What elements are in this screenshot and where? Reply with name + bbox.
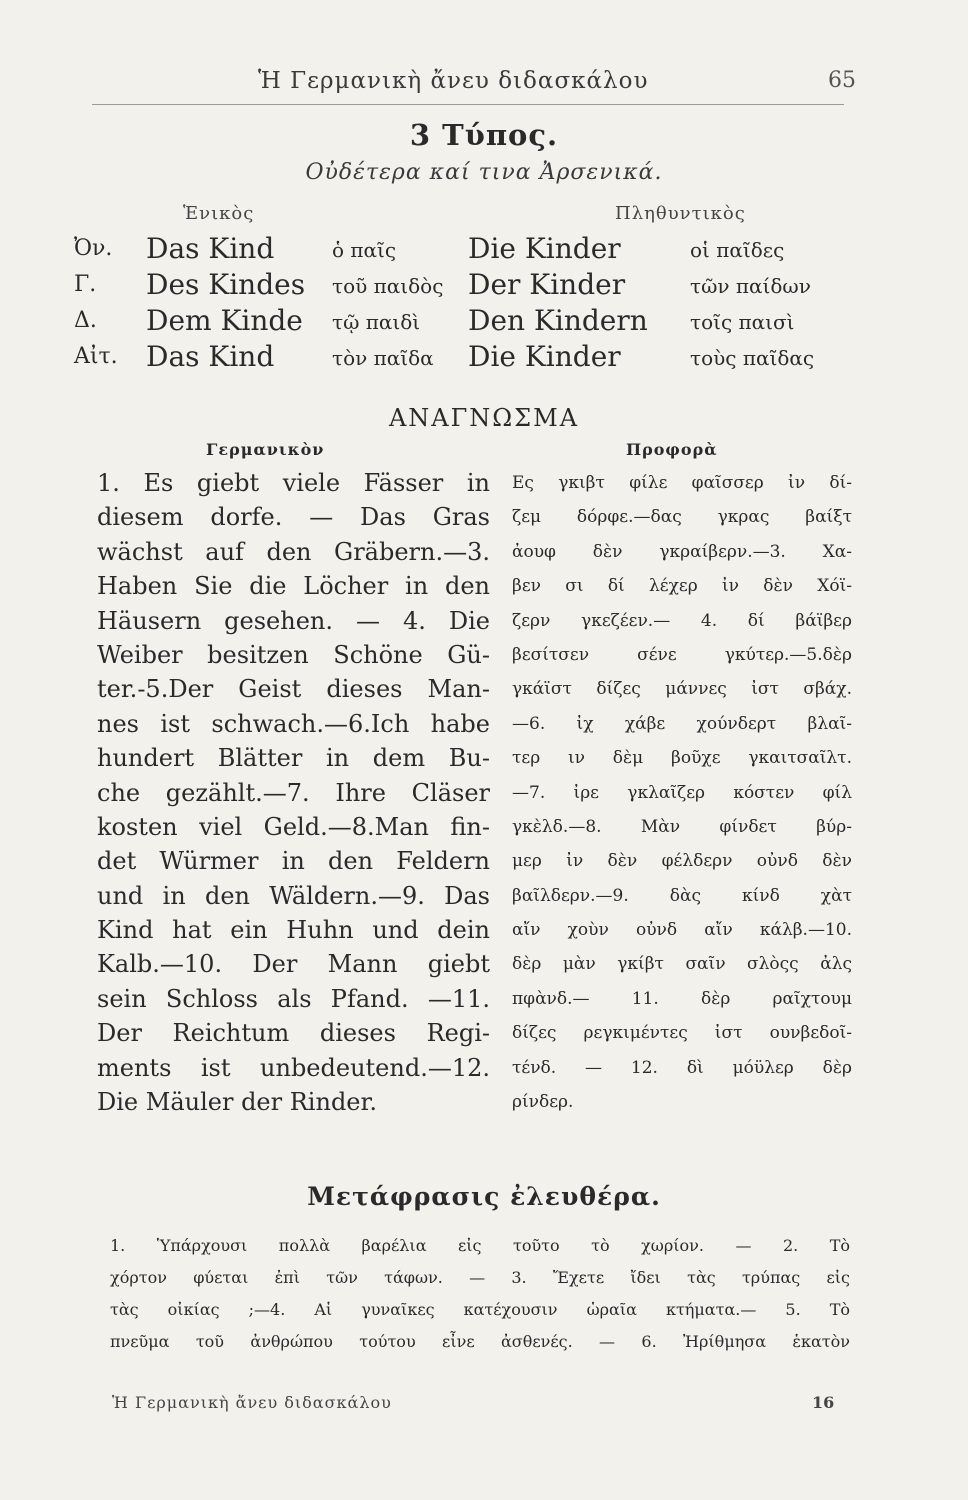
plural-greek: τῶν παίδων: [690, 274, 811, 298]
german-line: ments ist unbedeutend.—12.: [97, 1053, 490, 1082]
section-subtitle: Οὐδέτερα καί τινα Ἀρσενικά.: [305, 160, 663, 185]
german-line: wächst auf den Gräbern.—3.: [97, 537, 490, 566]
pronunciation-line: αἴν χοὺν οὐνδ αἴν κάλβ.—10.: [512, 920, 852, 941]
pronunciation-column-header: Προφορὰ: [626, 440, 718, 459]
singular-german: Des Kindes: [146, 268, 306, 301]
pronunciation-line: γκάϊστ δίζες μάννες ἰστ σβάχ.: [512, 679, 852, 700]
german-line: nes ist schwach.—6.Ich habe: [97, 709, 490, 738]
german-line: che gezählt.—7. Ihre Cläser: [97, 778, 490, 807]
singular-greek: τοῦ παιδὸς: [332, 274, 444, 298]
singular-german: Das Kind: [146, 340, 275, 373]
signature-mark: 16: [812, 1393, 835, 1412]
case-label: Δ.: [74, 308, 97, 333]
german-line: Häusern gesehen. — 4. Die: [97, 606, 490, 635]
pronunciation-line: μερ ἰν δὲν φέλδερν οὐνδ δὲν: [512, 851, 852, 872]
reading-title: ΑΝΑΓΝΩΣΜΑ: [388, 404, 580, 432]
pronunciation-line: Ες γκιβτ φίλε φαῖσσερ ἰν δί-: [512, 473, 852, 493]
case-label: Αἰτ.: [74, 344, 118, 369]
german-line: Der Reichtum dieses Regi-: [97, 1019, 490, 1048]
running-head: [0, 68, 968, 102]
declension-row-genitive: [70, 268, 870, 304]
german-text-column: [97, 466, 490, 1119]
translation-line: 1. Ὑπάρχουσι πολλὰ βαρέλια εἰς τοῦτο τὸ χωρίον. — 2. Τὸ: [110, 1236, 850, 1255]
pronunciation-line: ζεμ δόρφε.—δας γκρας βαίξτ: [512, 507, 852, 528]
declension-row-nominative: [70, 232, 870, 268]
section-title: 3 Τύπος.: [409, 118, 559, 152]
free-translation-title: Μετάφρασις ἐλευθέρα.: [307, 1182, 661, 1211]
german-line: hundert Blätter in dem Bu-: [97, 744, 490, 773]
plural-german: Die Kinder: [468, 232, 621, 265]
page-footer: [0, 1393, 968, 1423]
german-line: Weiber besitzen Schöne Gü-: [97, 640, 490, 669]
singular-greek: τῷ παιδὶ: [332, 310, 421, 334]
german-line: Haben Sie die Löcher in den: [97, 572, 490, 601]
plural-german: Die Kinder: [468, 340, 621, 373]
german-line: kosten viel Geld.—8.Man fin-: [97, 812, 490, 841]
translation-line: πνεῦμα τοῦ ἀνθρώπου τούτου εἶνε ἀσθενές. — 6. Ἠρίθμησα ἑκατὸν: [110, 1332, 850, 1351]
singular-greek: τὸν παῖδα: [332, 346, 434, 370]
pronunciation-text-column: [512, 466, 852, 1119]
pronunciation-line: —7. ἰρε γκλαῖζερ κόστεν φίλ: [512, 782, 852, 803]
free-translation-paragraph: [110, 1230, 850, 1358]
german-line: ter.-5.Der Geist dieses Man-: [97, 675, 490, 704]
plural-label: Πληθυντικὸς: [615, 203, 746, 224]
german-line: Kind hat ein Huhn und dein: [97, 916, 490, 945]
page-number: 65: [828, 68, 856, 93]
german-line: 1. Es giebt viele Fässer in: [97, 469, 490, 497]
plural-greek: οἱ παῖδες: [690, 238, 785, 262]
pronunciation-line: ζερν γκεζέεν.— 4. δί βάϊβερ: [512, 610, 852, 631]
pronunciation-line: τένδ. — 12. δὶ μόϋλερ δὲρ: [512, 1057, 852, 1078]
pronunciation-line: δίζες ρεγκιμέντες ἰστ ουνβεδοῖ-: [512, 1023, 852, 1044]
pronunciation-line: βεν σι δί λέχερ ἰν δὲν Χόϊ-: [512, 576, 852, 597]
pronunciation-line: γκὲλδ.—8. Μὰν φίνδετ βύρ-: [512, 816, 852, 837]
declension-row-dative: [70, 304, 870, 340]
plural-german: Der Kinder: [468, 268, 626, 301]
case-label: Ὀν.: [74, 236, 113, 261]
footer-title: Ἡ Γερμανικὴ ἄνευ διδασκάλου: [112, 1393, 392, 1412]
german-column-header: Γερμανικὸν: [206, 440, 325, 459]
plural-german: Den Kindern: [468, 304, 648, 337]
pronunciation-line: βεσίτσεν σένε γκύτερ.—5.δὲρ: [512, 644, 852, 665]
pronunciation-line: ρίνδερ.: [512, 1092, 574, 1113]
singular-german: Das Kind: [146, 232, 275, 265]
pronunciation-line: τερ ιν δὲμ βοῦχε γκαιτσαῖλτ.: [512, 748, 852, 769]
pronunciation-line: ἀουφ δὲν γκραίβερν.—3. Χα-: [512, 541, 852, 562]
german-line: det Würmer in den Feldern: [97, 847, 490, 876]
header-rule: [92, 104, 844, 105]
german-line: diesem dorfe. — Das Gras: [97, 503, 490, 532]
german-line: Kalb.—10. Der Mann giebt: [97, 950, 490, 979]
pronunciation-line: βαῖλδερν.—9. δὰς κίνδ χὰτ: [512, 885, 852, 906]
pronunciation-line: πφὰνδ.— 11. δὲρ ραῖχτουμ: [512, 988, 852, 1009]
pronunciation-line: —6. ἰχ χάβε χούνδερτ βλαῖ-: [512, 713, 852, 734]
singular-greek: ὁ παῖς: [332, 238, 397, 262]
singular-label: Ἑνικὸς: [183, 203, 255, 224]
german-line: Die Mäuler der Rinder.: [97, 1088, 377, 1117]
case-label: Γ.: [74, 272, 97, 297]
declension-table: [70, 232, 870, 376]
declension-row-accusative: [70, 340, 870, 376]
plural-greek: τοὺς παῖδας: [690, 346, 815, 370]
translation-line: τὰς οἰκίας ;—4. Αἱ γυναῖκες κατέχουσιν ὡραῖα κτήματα.— 5. Τὸ: [110, 1300, 850, 1319]
running-head-title: Ἡ Γερμανικὴ ἄνευ διδασκάλου: [258, 68, 649, 94]
german-line: sein Schloss als Pfand. —11.: [97, 984, 490, 1013]
translation-line: χόρτον φύεται ἐπὶ τῶν τάφων. — 3. Ἔχετε ἴδει τὰς τρύπας εἰς: [110, 1268, 850, 1287]
german-line: und in den Wäldern.—9. Das: [97, 881, 490, 910]
singular-german: Dem Kinde: [146, 304, 303, 337]
pronunciation-line: δὲρ μὰν γκίβτ σαῖν σλὸςς ἀλς: [512, 954, 852, 975]
plural-greek: τοῖς παισὶ: [690, 310, 795, 334]
